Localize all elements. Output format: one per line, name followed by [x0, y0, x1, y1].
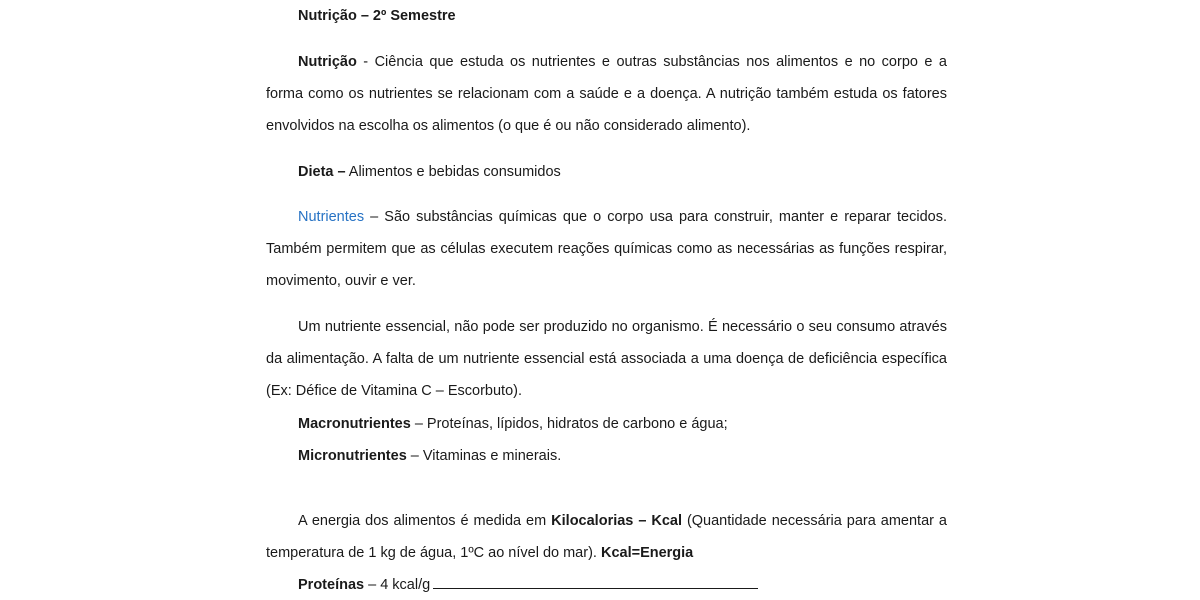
text-energia-2: (Quantidade necessária para amentar a temperatura de 1 kg de água, 1ºC ao nível do mar). — [266, 513, 947, 561]
term-kcal-energia: Kcal=Energia — [600, 545, 694, 561]
term-proteinas: Proteínas — [298, 577, 365, 593]
line-micronutrientes — [298, 446, 561, 466]
term-nutrientes: Nutrientes — [298, 209, 365, 225]
line-proteinas — [298, 575, 758, 595]
document-title: Nutrição – 2º Semestre — [298, 8, 456, 24]
paragraph-nutriente-essencial — [266, 311, 947, 407]
term-kilocalorias: Kilocalorias – Kcal — [551, 513, 682, 529]
paragraph-energia — [266, 505, 947, 569]
definition-micronutrientes: – Vitaminas e minerais. — [406, 448, 562, 464]
text-energia-1: A energia dos alimentos é medida em — [298, 513, 552, 529]
term-nutricao: Nutrição — [298, 54, 357, 70]
term-micronutrientes: Micronutrientes — [298, 448, 407, 464]
definition-proteinas: – 4 kcal/g — [364, 577, 431, 593]
term-macronutrientes: Macronutrientes — [298, 416, 411, 432]
term-dieta: Dieta – — [298, 164, 346, 180]
paragraph-dieta — [266, 156, 947, 188]
definition-nutricao: - Ciência que estuda os nutrientes e outras substâncias nos alimentos e no corpo e a forma como os nutrientes se relacionam com a saúde e a doença. A nutrição também estuda os fatores envolvidos na escolha os alimentos (o que é ou não considerado alimento). — [266, 54, 947, 134]
definition-dieta: Alimentos e bebidas consumidos — [345, 164, 561, 180]
line-macronutrientes — [298, 414, 728, 434]
fill-in-blank-line — [433, 576, 758, 589]
paragraph-nutrientes — [266, 201, 947, 297]
text-nutriente-essencial: Um nutriente essencial, não pode ser produzido no organismo. É necessário o seu consumo através da alimentação. A falta de um nutriente essencial está associada a uma doença de deficiência específica (Ex: Défice de Vitamina C – Escorbuto). — [266, 319, 947, 399]
definition-macronutrientes: – Proteínas, lípidos, hidratos de carbono e água; — [410, 416, 728, 432]
definition-nutrientes: – São substâncias químicas que o corpo usa para construir, manter e reparar tecidos. Também permitem que as células executem reações químicas como as necessárias as funções respirar, movimento, ouvir e ver. — [266, 209, 947, 289]
paragraph-nutricao — [266, 46, 947, 142]
